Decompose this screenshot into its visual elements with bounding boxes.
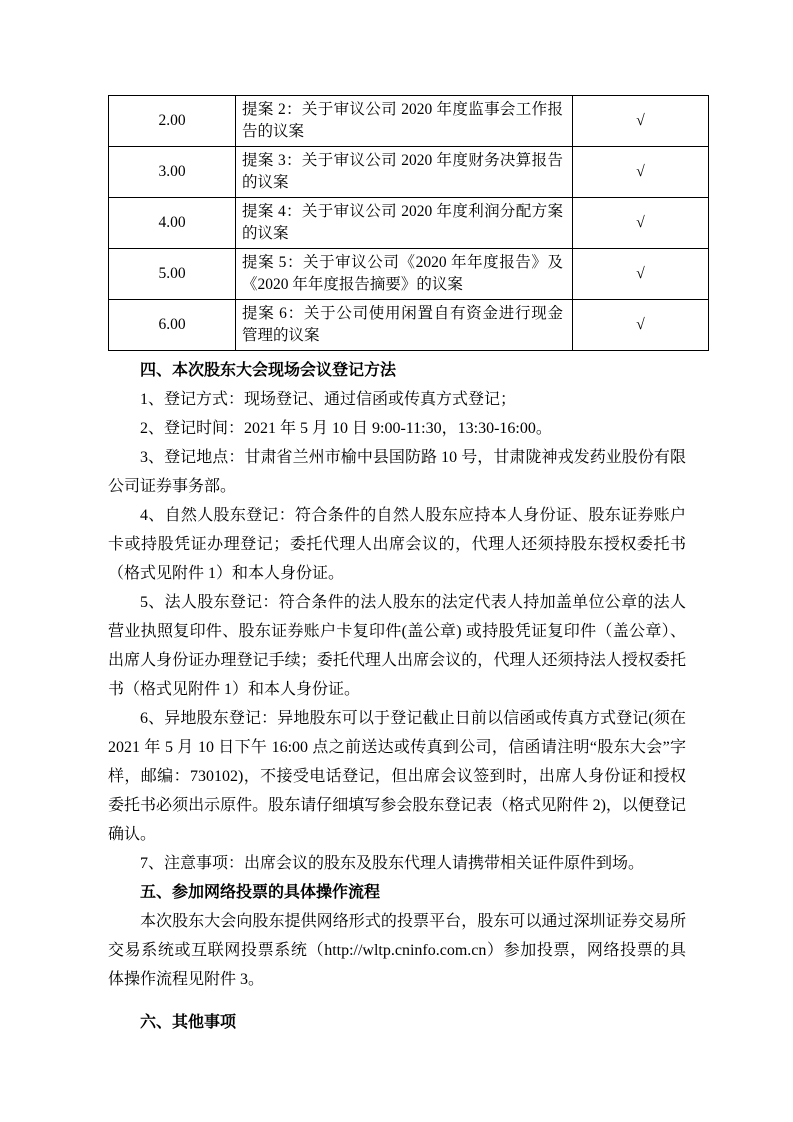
- section-heading-online-voting: 五、参加网络投票的具体操作流程: [140, 884, 381, 901]
- vote-check-cell: √: [573, 96, 709, 147]
- proposal-text-cell: 提案 4：关于审议公司 2020 年度利润分配方案的议案: [236, 198, 573, 249]
- table-row: [109, 96, 709, 147]
- proposal-text-cell: 提案 2：关于审议公司 2020 年度监事会工作报告的议案: [236, 96, 573, 147]
- registration-section: [108, 356, 686, 878]
- online-voting-text-before: 本次股东大会向股东提供网络形式的投票平台，股东可以通过深圳证券交易所交易系统或互联网投票系统（: [108, 913, 686, 959]
- registration-item-5: 5、法人股东登记：符合条件的法人股东的法定代表人持加盖单位公章的法人营业执照复印件、股东证券账户卡复印件(盖公章) 或持股凭证复印件（盖公章）、出席人身份证办理登记手续；委托代理人出席会议的，代理人还须持法人授权委托书（格式见附件 1）和本人身份证。: [108, 594, 686, 698]
- proposal-number-cell: 5.00: [109, 249, 236, 300]
- vote-check-cell: √: [573, 147, 709, 198]
- online-voting-paragraph: [108, 907, 686, 994]
- proposal-text-cell: 提案 5：关于审议公司《2020 年年度报告》及《2020 年年度报告摘要》的议案: [236, 249, 573, 300]
- registration-item-2: 2、登记时间：2021 年 5 月 10 日 9:00-11:30，13:30-16:00。: [140, 420, 552, 437]
- registration-item-3: 3、登记地点：甘肃省兰州市榆中县国防路 10 号，甘肃陇神戎发药业股份有限公司证券事务部。: [108, 449, 686, 495]
- vote-check-cell: √: [573, 198, 709, 249]
- vote-check-cell: √: [573, 249, 709, 300]
- table-row: [109, 147, 709, 198]
- proposal-text-cell: 提案 6：关于公司使用闲置自有资金进行现金管理的议案: [236, 300, 573, 351]
- proposal-vote-table: [108, 95, 709, 351]
- vote-check-cell: √: [573, 300, 709, 351]
- registration-item-7: 7、注意事项：出席会议的股东及股东代理人请携带相关证件原件到场。: [140, 855, 645, 872]
- page-content: [108, 95, 686, 1037]
- section-heading-other-matters: 六、其他事项: [140, 1014, 237, 1031]
- proposal-number-cell: 6.00: [109, 300, 236, 351]
- other-matters-section: [108, 1008, 686, 1037]
- proposal-number-cell: 3.00: [109, 147, 236, 198]
- voting-url: http://wltp.cninfo.com.cn: [324, 942, 487, 959]
- table-row: [109, 249, 709, 300]
- table-row: [109, 300, 709, 351]
- online-voting-text-after: ）参加投票，网络投票的具体操作流程见附件 3。: [108, 942, 686, 988]
- registration-item-1: 1、登记方式：现场登记、通过信函或传真方式登记；: [140, 391, 517, 408]
- online-voting-section: [108, 878, 686, 994]
- proposal-number-cell: 4.00: [109, 198, 236, 249]
- proposal-text-cell: 提案 3：关于审议公司 2020 年度财务决算报告的议案: [236, 147, 573, 198]
- registration-item-6: 6、异地股东登记：异地股东可以于登记截止日前以信函或传真方式登记(须在 2021 年 5 月 10 日下午 16:00 点之前送达或传真到公司，信函请注明“股东大会”字样，邮编：730102)，不接受电话登记，但出席会议签到时，出席人身份证和授权委托书必须出示原件。股东请仔细填写参会股东登记表（格式见附件 2)，以便登记确认。: [108, 710, 686, 843]
- proposal-number-cell: 2.00: [109, 96, 236, 147]
- registration-item-4: 4、自然人股东登记：符合条件的自然人股东应持本人身份证、股东证券账户卡或持股凭证办理登记；委托代理人出席会议的，代理人还须持股东授权委托书（格式见附件 1）和本人身份证。: [108, 507, 686, 582]
- section-heading-registration: 四、本次股东大会现场会议登记方法: [140, 362, 397, 379]
- table-row: [109, 198, 709, 249]
